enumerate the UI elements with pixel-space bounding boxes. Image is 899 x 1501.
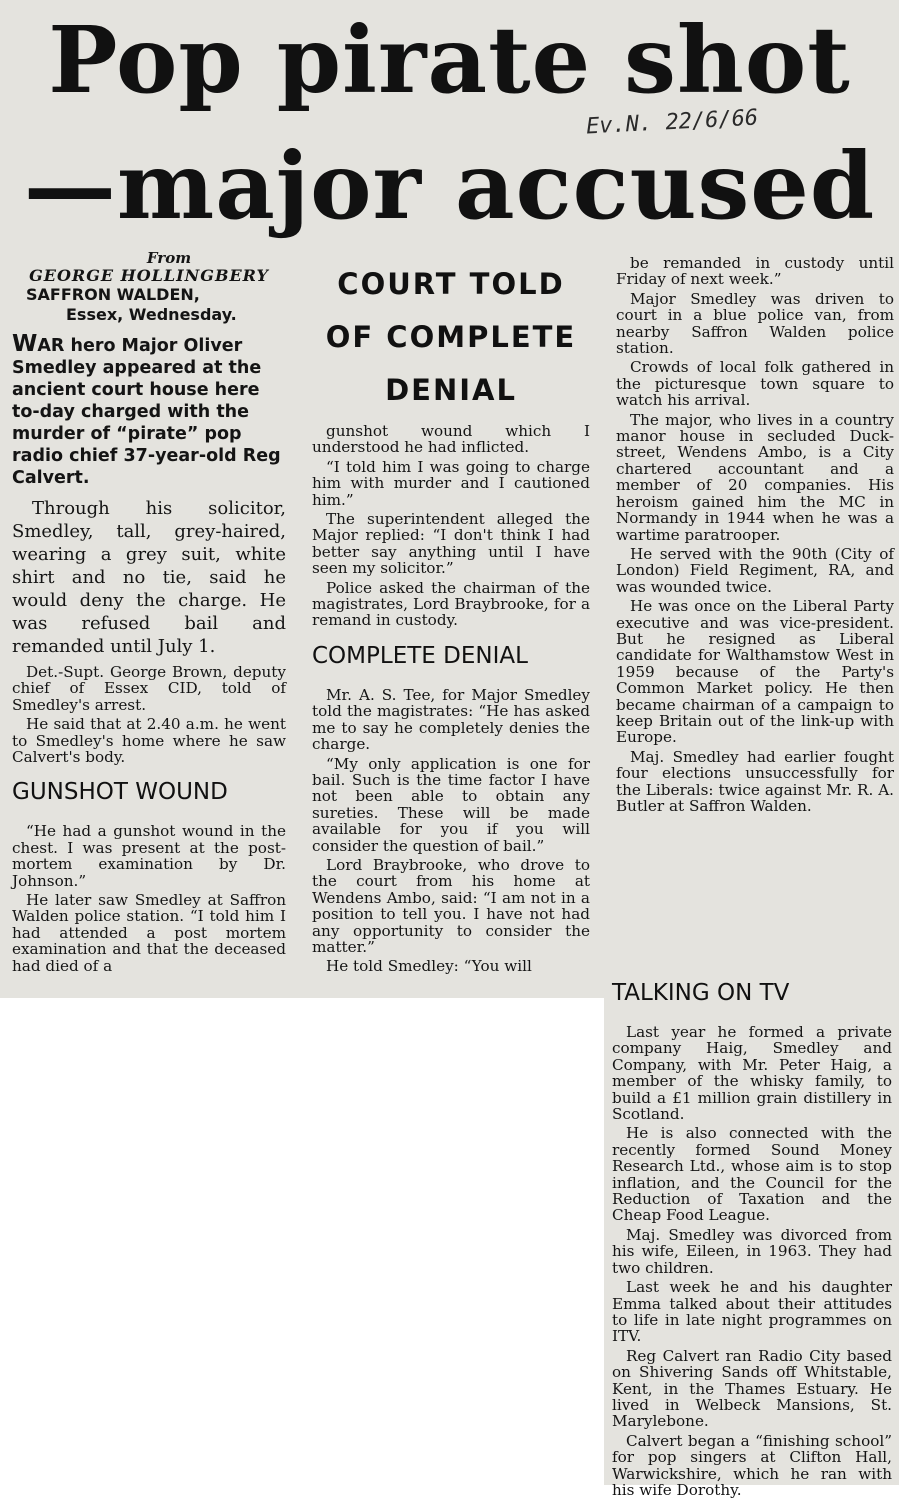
body-paragraph: “I told him I was going to charge him with murder and I cautioned him.” (312, 457, 590, 509)
body-paragraph: Last year he formed a private company Haig, Smedley and Company, with Mr. Peter Haig, a member of the whisky family, to build a £1 million grain distillery in Scotland. (612, 1023, 892, 1124)
body-paragraph: Crowds of local folk gathered in the picturesque town square to watch his arrival. (616, 358, 894, 410)
body-paragraph: He said that at 2.40 a.m. he went to Smedley's home where he saw Calvert's body. (12, 715, 286, 767)
byline-dateline: Essex, Wednesday. (66, 305, 237, 324)
byline-author: GEORGE HOLLINGBERY (29, 266, 269, 285)
body-paragraph: Last week he and his daughter Emma talked about their attitudes to life in late night programmes on ITV. (612, 1278, 892, 1346)
body-paragraph: The major, who lives in a country manor house in secluded Duck-street, Wendens Ambo, is a City chartered accountant and a member of 20 companies. His heroism gained him the MC in Normandy in 1944 when he was a wartime paratrooper. (616, 410, 894, 544)
article-column-2 (312, 258, 590, 978)
body-paragraph: Major Smedley was driven to court in a blue police van, from nearby Saffron Walden police station. (616, 289, 894, 358)
body-paragraph: He later saw Smedley at Saffron Walden police station. “I told him I had attended a post mortem examination and that the deceased had died of a (12, 891, 286, 975)
body-paragraph: Calvert began a “finishing school” for pop singers at Clifton Hall, Warwickshire, which he ran with his wife Dorothy. (612, 1431, 892, 1499)
article-column-1 (12, 250, 286, 977)
lead-text: AR hero Major Oliver Smedley appeared at the ancient court house here to-day charged with the murder of “pirate” pop radio chief 37-year-old Reg Calvert. (12, 336, 281, 488)
handwritten-date-note: Ev.N. 22/6/66 (585, 105, 759, 140)
body-paragraph: gunshot wound which I understood he had inflicted. (312, 422, 590, 457)
body-paragraph: He was once on the Liberal Party executive and was vice-president. But he resigned as Liberal candidate for Walthamstow West in 1959 because of the Party's Common Market policy. He then became chairman of a campaign to keep Britain out of the link-up with Europe. (616, 597, 894, 747)
body-paragraph: Lord Braybrooke, who drove to the court from his home at Wendens Ambo, said: “I am not in a position to tell you. I have not had any opportunity to consider the matter.” (312, 855, 590, 956)
body-paragraph: Police asked the chairman of the magistrates, Lord Braybrooke, for a remand in custody. (312, 578, 590, 630)
body-paragraph: Det.-Supt. George Brown, deputy chief of Essex CID, told of Smedley's arrest. (12, 663, 286, 714)
byline-place: SAFFRON WALDEN, (26, 285, 200, 304)
body-paragraph: Maj. Smedley had earlier fought four elections unsuccessfully for the Liberals: twice against Mr. R. A. Butler at Saffron Walden. (616, 747, 894, 815)
article-column-3-continued (612, 978, 892, 1501)
headline-line-2: —major accused (23, 132, 876, 240)
subhead-gunshot-wound: GUNSHOT WOUND (12, 779, 228, 806)
byline-from: From (146, 249, 192, 267)
body-paragraph: “My only application is one for bail. Such is the time factor I have not been able to obtain any sureties. These will be made available for you if you will consider the question of bail.” (312, 754, 590, 855)
intro-paragraph: Through his solicitor, Smedley, tall, grey-haired, wearing a grey suit, white shirt and no tie, said he would deny the charge. He was refused bail and remanded until July 1. (12, 498, 286, 657)
body-paragraph: Mr. A. S. Tee, for Major Smedley told the magistrates: “He has asked me to say he completely denies the charge. (312, 685, 590, 754)
body-paragraph: He served with the 90th (City of London) Field Regiment, RA, and was wounded twice. (616, 544, 894, 596)
article-column-3 (616, 255, 894, 817)
subhead-complete-denial: COMPLETE DENIAL (312, 642, 528, 669)
body-paragraph: The superintendent alleged the Major replied: “I don't think I had better say anything until I have seen my solicitor.” (312, 510, 590, 578)
body-paragraph: He is also connected with the recently formed Sound Money Research Ltd., whose aim is to stop inflation, and the Council for the Reduction of Taxation and the Cheap Food League. (612, 1124, 892, 1225)
lead-paragraph (12, 333, 286, 489)
subhead-talking-on-tv: TALKING ON TV (612, 980, 790, 1006)
drop-initial: W (12, 331, 38, 357)
body-paragraph: “He had a gunshot wound in the chest. I was present at the post-mortem examination by Dr. Johnson.” (12, 822, 286, 890)
body-paragraph: He told Smedley: “You will (326, 957, 532, 976)
column-headline-court-told: COURT TOLD OF COMPLETE DENIAL (325, 267, 577, 407)
body-paragraph: Maj. Smedley was divorced from his wife, Eileen, in 1963. They had two children. (612, 1225, 892, 1277)
body-paragraph: be remanded in custody until Friday of next week.” (616, 254, 894, 289)
body-paragraph: Reg Calvert ran Radio City based on Shivering Sands off Whitstable, Kent, in the Thames Estuary. He lived in Welbeck Mansions, St. Marylebone. (612, 1346, 892, 1431)
headline-line-1: Pop pirate shot (48, 6, 851, 114)
